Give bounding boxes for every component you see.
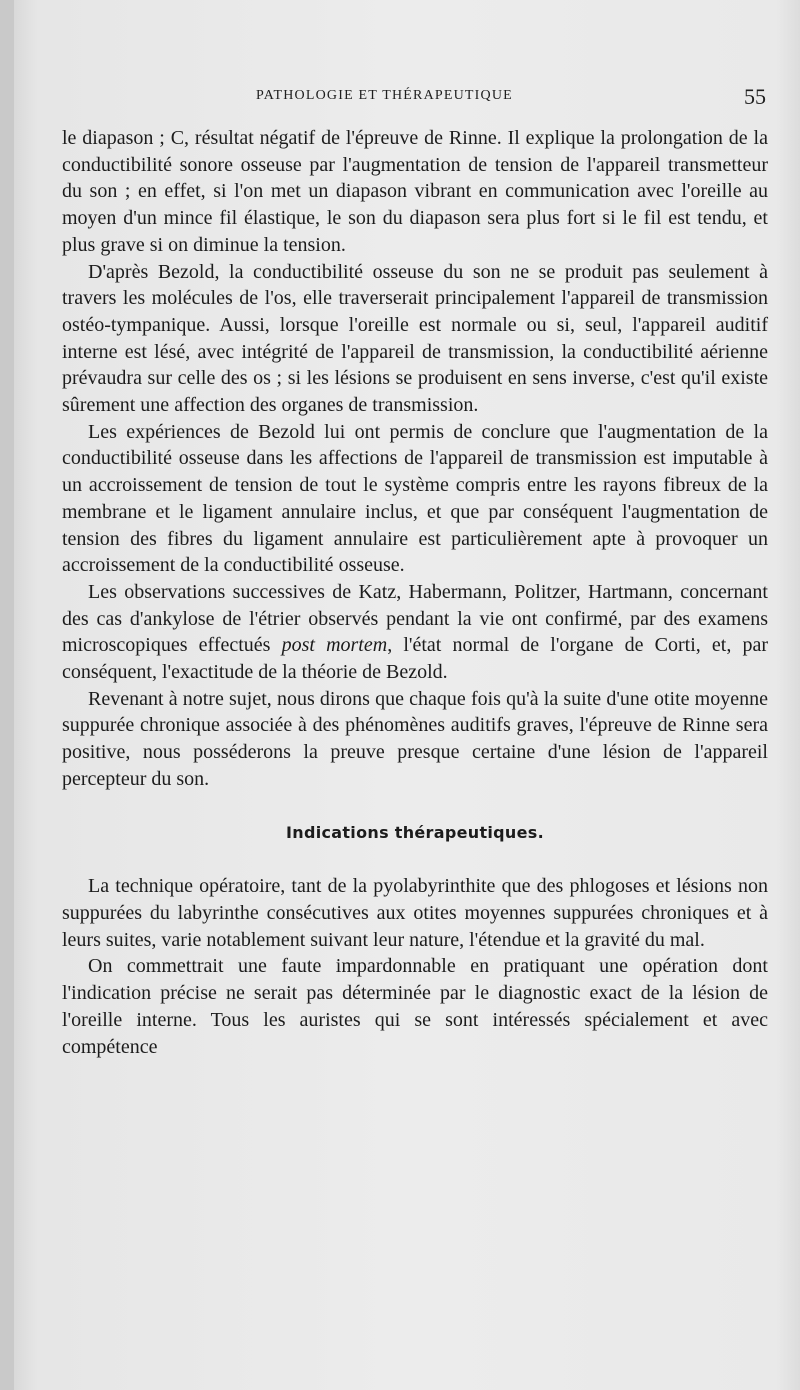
section-heading: Indications thérapeutiques. <box>286 822 544 842</box>
paragraph-bezold-theory: D'après Bezold, la conductibilité osseuse du son ne se produit pas seulement à travers les molécules de l'os, elle traverserait principalement l'appareil de transmission ostéo-tympanique. Aussi, lorsque l'oreille est normale ou si, seul, l'appareil auditif interne est lésé, avec intégrité de l'appareil de transmission, la conductibilité aérienne prévaudra sur celle des os ; si les lésions se produisent en sens inverse, c'est qu'il existe sûrement une affection des organes de transmission. <box>62 260 768 417</box>
paragraph-observations <box>62 579 768 686</box>
observations-italic-term: post mortem <box>281 634 388 657</box>
observations-text-end: , l'état normal de l'organe de Corti, et, par conséquent, l'exactitude de la théorie de Bezold. <box>62 634 768 684</box>
paragraph-conclusion: Revenant à notre sujet, nous dirons que chaque fois qu'à la suite d'une otite moyenne suppurée chronique associée à des phénomènes auditifs graves, l'épreuve de Rinne sera positive, nous posséderons la preuve presque certaine d'une lésion de l'appareil percepteur du son. <box>62 687 768 790</box>
paragraph-operative-technique: La technique opératoire, tant de la pyolabyrinthite que des phlogoses et lésions non suppurées du labyrinthe consécutives aux otites moyennes suppurées chroniques et à leurs suites, varie notablement suivant leur nature, l'étendue et la gravité du mal. <box>62 875 768 951</box>
body-text <box>62 125 768 1060</box>
paragraph-rinne-continued: le diapason ; C, résultat négatif de l'épreuve de Rinne. Il explique la prolongation de la conductibilité sonore osseuse par l'augmentation de tension de l'appareil transmetteur du son ; en effet, si l'on met un diapason vibrant en communication avec l'oreille au moyen d'un mince fil élastique, le son du diapason sera plus fort si le fil est tendu, et plus grave si on diminue la tension. <box>62 127 768 256</box>
observations-text-start: Les observations successives de Katz, Habermann, Politzer, Hartmann, concernant des cas d'ankylose de l'étrier observés pendant la vie ont confirmé, par des examens microscopiques effectués <box>62 580 768 657</box>
page-number: 55 <box>744 84 766 109</box>
paragraph-diagnosis-requirement: On commettrait une faute impardonnable en pratiquant une opération dont l'indication précise ne serait pas déterminée par le diagnostic exact de la lésion de l'oreille interne. Tous les auristes qui se sont intéressés spécialement et avec compétence <box>62 955 768 1058</box>
book-page <box>14 0 800 1390</box>
running-header <box>14 84 800 114</box>
running-title: PATHOLOGIE ET THÉRAPEUTIQUE <box>256 88 513 103</box>
paragraph-bezold-experiments: Les expériences de Bezold lui ont permis de conclure que l'augmentation de la conductibilité osseuse dans les affections de l'appareil de transmission est imputable à un accroissement de tension de tout le système compris entre les rayons fibreux de la membrane et le ligament annulaire inclus, et que par conséquent l'augmentation de tension des fibres du ligament annulaire est particulièrement apte à provoquer un accroissement de la conductibilité osseuse. <box>62 420 768 577</box>
